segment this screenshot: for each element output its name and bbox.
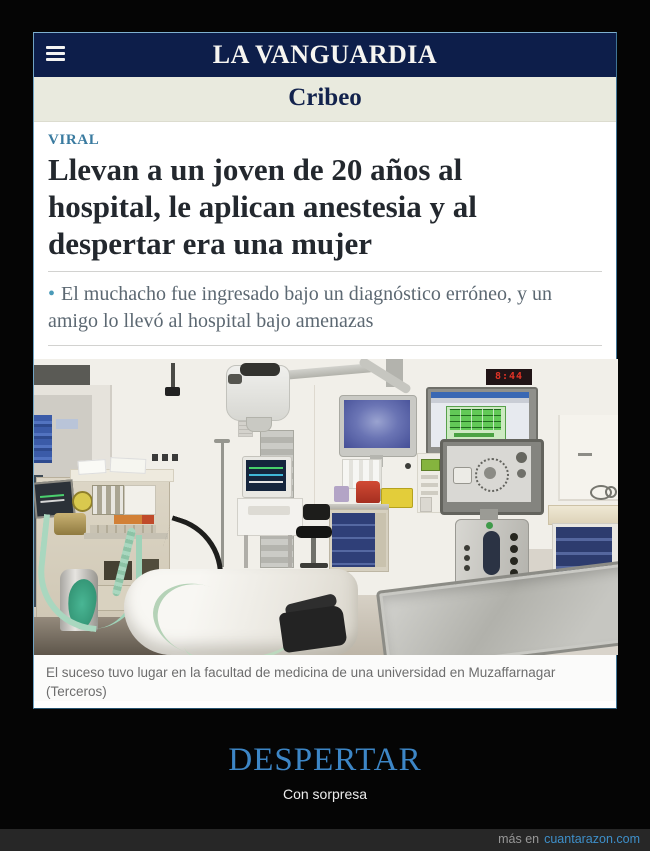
vital-sign-traces <box>249 467 283 469</box>
display-gear-icon <box>517 469 526 478</box>
meme-subtitle: Con sorpresa <box>282 786 368 802</box>
equipment-buttons <box>464 545 470 551</box>
meme-title: DESPERTAR <box>228 742 422 778</box>
display-gear-icon <box>516 452 527 463</box>
standfirst-line: • El muchacho fue ingresado bajo un diagnóstico erróneo, y un <box>48 283 552 305</box>
news-article-card <box>33 32 617 709</box>
equipment-slot <box>483 531 500 575</box>
monitor-cart-slot <box>248 506 290 515</box>
watermark-prefix: más en <box>498 832 540 846</box>
cart-side-panel <box>375 513 386 567</box>
pressure-gauge <box>72 491 93 512</box>
wall-button <box>405 463 411 469</box>
ceiling-hook <box>171 363 175 389</box>
microscope-eyepiece <box>240 363 280 376</box>
headline-line: despertar era una mujer <box>48 226 373 261</box>
monitor-toolbar <box>431 398 529 403</box>
equipment-logo-dot <box>486 522 493 529</box>
bullet-icon: • <box>48 283 56 305</box>
wall-clock-led: 8:44 <box>486 369 532 385</box>
headline-line: Llevan a un joven de 20 años al <box>48 152 463 187</box>
iv-pole-hook <box>214 439 230 443</box>
cabinet-handle <box>578 453 592 456</box>
microscope-eyepiece <box>228 374 242 384</box>
section-label[interactable]: Cribeo <box>288 84 362 111</box>
kicker-label: VIRAL <box>48 132 100 148</box>
divider <box>48 271 602 272</box>
caption-line: (Terceros) <box>46 684 107 699</box>
ceiling-arm <box>358 359 412 395</box>
metal-clamp <box>605 486 617 498</box>
standfirst <box>48 281 602 335</box>
wall-socket <box>420 497 432 512</box>
masthead <box>34 33 616 77</box>
stool-backrest <box>303 504 330 520</box>
ceiling-hook-head <box>165 387 180 396</box>
machine-compartment <box>124 485 156 515</box>
red-container <box>356 481 380 503</box>
display-icon <box>453 467 472 484</box>
watermark-bar <box>0 829 650 851</box>
shelf-item <box>56 419 78 429</box>
watermark-site-link[interactable]: cuantarazon.com <box>544 832 640 846</box>
flowmeter-panel <box>92 485 124 515</box>
equipment-buttons <box>510 533 518 541</box>
equipment-cart-neck <box>480 509 498 519</box>
wall-sockets <box>152 454 182 461</box>
monitor-legend <box>454 433 494 437</box>
article-photo-operating-room <box>34 359 618 655</box>
standfirst-line: amigo lo llevó al hospital bajo amenazas <box>48 310 374 332</box>
patient-monitor-screen <box>246 460 286 491</box>
monitor-cart <box>237 498 303 536</box>
iv-pole <box>221 441 224 567</box>
paper-item <box>110 457 147 474</box>
article-text-block <box>34 122 616 346</box>
brand-logo[interactable]: LA VANGUARDIA <box>212 40 438 69</box>
counter-top <box>548 505 618 525</box>
paper-item <box>78 459 107 475</box>
storage-bins <box>34 415 52 463</box>
article-headline[interactable] <box>48 151 602 262</box>
secondary-monitor-screen <box>344 400 410 448</box>
headline-line: hospital, le aplican anestesia y al <box>48 189 477 224</box>
stool-base <box>300 563 328 568</box>
stool-seat <box>296 526 332 538</box>
photo-caption <box>34 655 616 701</box>
monitor-data-grid <box>449 409 501 430</box>
orange-label-strip <box>114 515 154 524</box>
section-bar <box>34 77 616 122</box>
supply-box <box>334 486 349 502</box>
cart-leg <box>288 535 292 568</box>
control-panel-display <box>421 459 440 471</box>
divider <box>48 345 602 346</box>
cart-blue-drawers <box>332 513 375 567</box>
microscope-lens <box>246 417 272 432</box>
display-dial-center <box>484 467 496 479</box>
caption-line: El suceso tuvo lugar en la facultad de medicina de una universidad en Muzaffarnagar <box>46 665 556 680</box>
cart-leg <box>244 535 248 568</box>
stool-pole <box>311 538 316 564</box>
wall-seam <box>314 385 315 509</box>
control-panel-slots <box>421 475 438 479</box>
